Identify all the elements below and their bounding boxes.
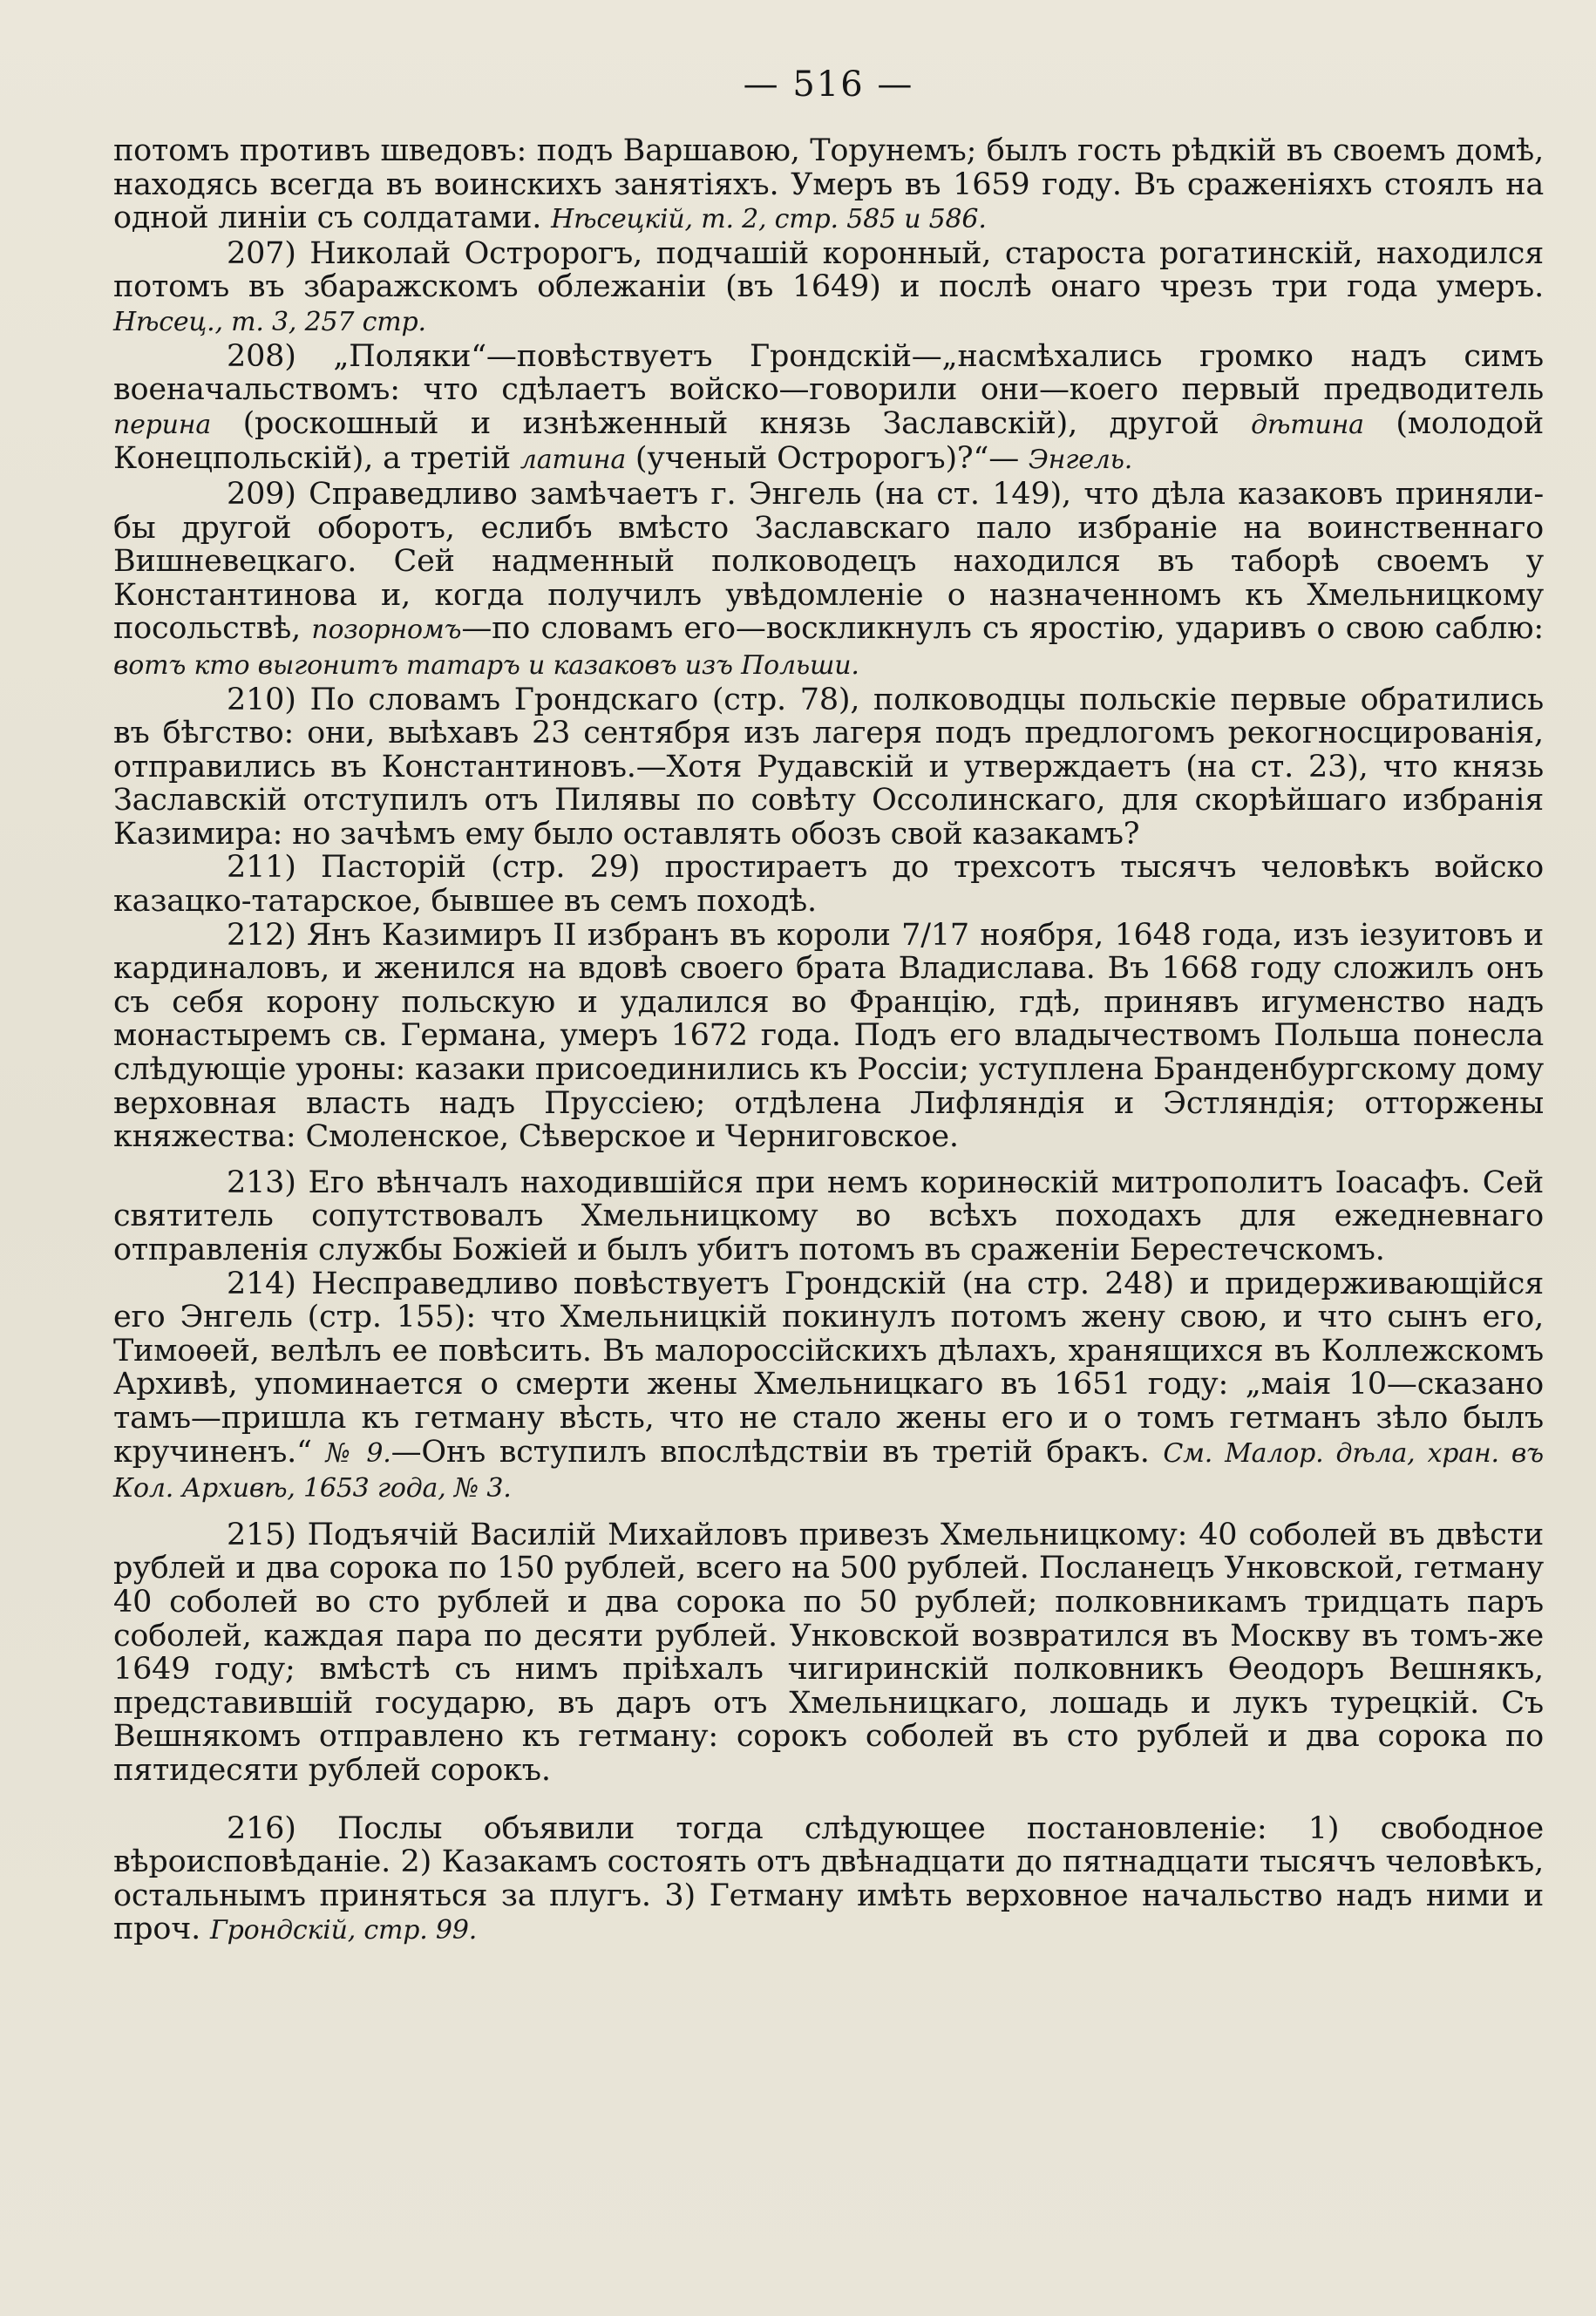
note-216 bbox=[113, 1812, 1544, 1948]
note-212 bbox=[113, 919, 1544, 1154]
italic-reference: См. Малор. дѣла, хран. въ Кол. Архивѣ, 1653 года, № 3. bbox=[113, 1437, 1544, 1504]
italic-reference: Нѣсец., т. 3, 257 стр. bbox=[113, 306, 426, 337]
note-text: 210) По словамъ Грондскаго (стр. 78), полководцы польскіе первые обратились въ бѣгство: они, выѣхавъ 23 сентября изъ лагеря подъ предлогомъ рекогносцированія, отправились въ Константиновъ.—Хотя Рудавскій и утверждаетъ (на ст. 23), что князь Заславскій отступилъ отъ Пилявы по совѣту Оссолинскаго, для скорѣйшаго избранія Казимира: но зачѣмъ ему было оставлять обозъ свой казакамъ? bbox=[113, 682, 1544, 852]
note-text: потомъ противъ шведовъ: подъ Варшавою, Торунемъ; былъ гость рѣдкій въ своемъ домѣ, находясь всегда въ воинскихъ занятіяхъ. Умеръ въ 1659 году. Въ сраженіяхъ стоялъ на одной линіи съ солдатами. bbox=[113, 133, 1544, 236]
italic-reference: латина bbox=[520, 445, 626, 476]
italic-reference: позорномъ bbox=[311, 615, 462, 646]
note-text: 216) Послы объявили тогда слѣдующее постановленіе: 1) свободное вѣроисповѣданіе. 2) Казакамъ состоять отъ двѣнадцати до пятнадцати тысячъ человѣкъ, остальнымъ приняться за плугъ. 3) Гетману имѣть верховное начальство надъ ними и проч. bbox=[113, 1810, 1544, 1947]
note-text: —Онъ вступилъ впослѣдствіи въ третій бракъ. bbox=[391, 1434, 1164, 1470]
note-text: (молодой Конецпольскій), а третій bbox=[113, 405, 1544, 477]
italic-reference: перина bbox=[113, 409, 212, 440]
note-209 bbox=[113, 478, 1544, 683]
page-number: — 516 — bbox=[743, 65, 914, 105]
note-206-continued bbox=[113, 134, 1544, 237]
note-207 bbox=[113, 237, 1544, 340]
note-208 bbox=[113, 340, 1544, 478]
italic-reference: Энгель. bbox=[1028, 445, 1133, 476]
note-text: 215) Подъячій Василій Михайловъ привезъ Хмельницкому: 40 соболей въ двѣсти рублей и два сорока по 150 рублей, всего на 500 рублей. Посланецъ Унковской, гетману 40 соболей во сто рублей и два сорока по 50 рублей; полковникамъ тридцать паръ соболей, каждая пара по десяти рублей. Унковской возвратился въ Москву въ томъ-же 1649 году; вмѣстѣ съ нимъ пріѣхалъ чигиринскій полковникъ Ѳеодоръ Вешнякъ, представившій государю, въ даръ отъ Хмельницкаго, лошадь и лукъ турецкій. Съ Вешнякомъ отправлено къ гетману: сорокъ соболей въ сто рублей и два сорока по пятидесяти рублей сорокъ. bbox=[113, 1517, 1544, 1788]
note-213 bbox=[113, 1166, 1544, 1267]
italic-reference: Нѣсецкій, т. 2, стр. 585 и 586. bbox=[551, 204, 987, 235]
note-text: 211) Пасторій (стр. 29) простираетъ до трехсотъ тысячъ человѣкъ войско казацко-татарское, бывшее въ семъ походѣ. bbox=[113, 850, 1544, 920]
note-text: 209) Справедливо замѣчаетъ г. Энгель (на ст. 149), что дѣла казаковъ приняли-бы другой оборотъ, еслибъ вмѣсто Заславскаго пало избраніе на воинственнаго Вишневецкаго. Сей надменный полководецъ находился въ таборѣ своемъ у Константинова и, когда получилъ увѣдомленіе о назначенномъ къ Хмельницкому посольствѣ, bbox=[113, 476, 1544, 647]
note-text: (роскошный и изнѣженный князь Заславскій), другой bbox=[211, 405, 1252, 441]
note-text: 212) Янъ Казимиръ II избранъ въ короли 7/17 ноября, 1648 года, изъ іезуитовъ и кардиналовъ, и женился на вдовѣ своего брата Владислава. Въ 1668 году сложилъ онъ съ себя корону польскую и удалился во Францію, гдѣ, принявъ игуменство надъ монастыремъ св. Германа, умеръ 1672 года. Подъ его владычествомъ Польша понесла слѣдующіе уроны: казаки присоединились къ Россіи; уступлена Бранденбургскому дому верховная власть надъ Пруссіею; отдѣлена Лифляндія и Эстляндія; отторжены княжества: Смоленское, Сѣверское и Черниговское. bbox=[113, 917, 1544, 1155]
footnotes-body bbox=[113, 134, 1544, 1948]
note-214 bbox=[113, 1267, 1544, 1506]
note-211 bbox=[113, 851, 1544, 918]
note-215 bbox=[113, 1518, 1544, 1788]
note-210 bbox=[113, 683, 1544, 852]
note-text: 213) Его вѣнчалъ находившійся при немъ коринѳскій митрополитъ Іоасафъ. Сей святитель сопутствовалъ Хмельницкому во всѣхъ походахъ для ежедневнаго отправленія службы Божіей и былъ убитъ потомъ въ сраженіи Берестечскомъ. bbox=[113, 1165, 1544, 1267]
italic-reference: дѣтина bbox=[1251, 409, 1364, 440]
note-text: 208) „Поляки“—повѣствуетъ Грондскій—„насмѣхались громко надъ симъ военачальствомъ: что сдѣлаетъ войско—говорили они—коего первый предводитель bbox=[113, 338, 1544, 408]
note-text: —по словамъ его—воскликнулъ съ яростію, ударивъ о свою саблю: bbox=[461, 611, 1544, 647]
note-text: (ученый Остророгъ)?“— bbox=[626, 441, 1029, 477]
note-text: 214) Несправедливо повѣствуетъ Грондскій (на стр. 248) и придерживающійся его Энгель (стр. 155): что Хмельницкій покинулъ потомъ жену свою, и что сынъ его, Тимоѳей, велѣлъ ее повѣсить. Въ малороссійскихъ дѣлахъ, хранящихся въ Коллежскомъ Архивѣ, упоминается о смерти жены Хмельницкаго въ 1651 году: „маія 10—сказано тамъ—пришла къ гетману вѣсть, что не стало жены его и о томъ гетманъ зѣло былъ кручиненъ.“ bbox=[113, 1266, 1544, 1470]
italic-reference: вотъ кто выгонитъ татаръ и казаковъ изъ Польши. bbox=[113, 649, 859, 681]
note-text: 207) Николай Остророгъ, подчашій коронный, староста рогатинскій, находился потомъ въ збаражскомъ облежаніи (въ 1649) и послѣ онаго чрезъ три года умеръ. bbox=[113, 235, 1544, 305]
italic-reference: № 9. bbox=[325, 1437, 391, 1469]
italic-reference: Грондскій, стр. 99. bbox=[210, 1915, 478, 1946]
